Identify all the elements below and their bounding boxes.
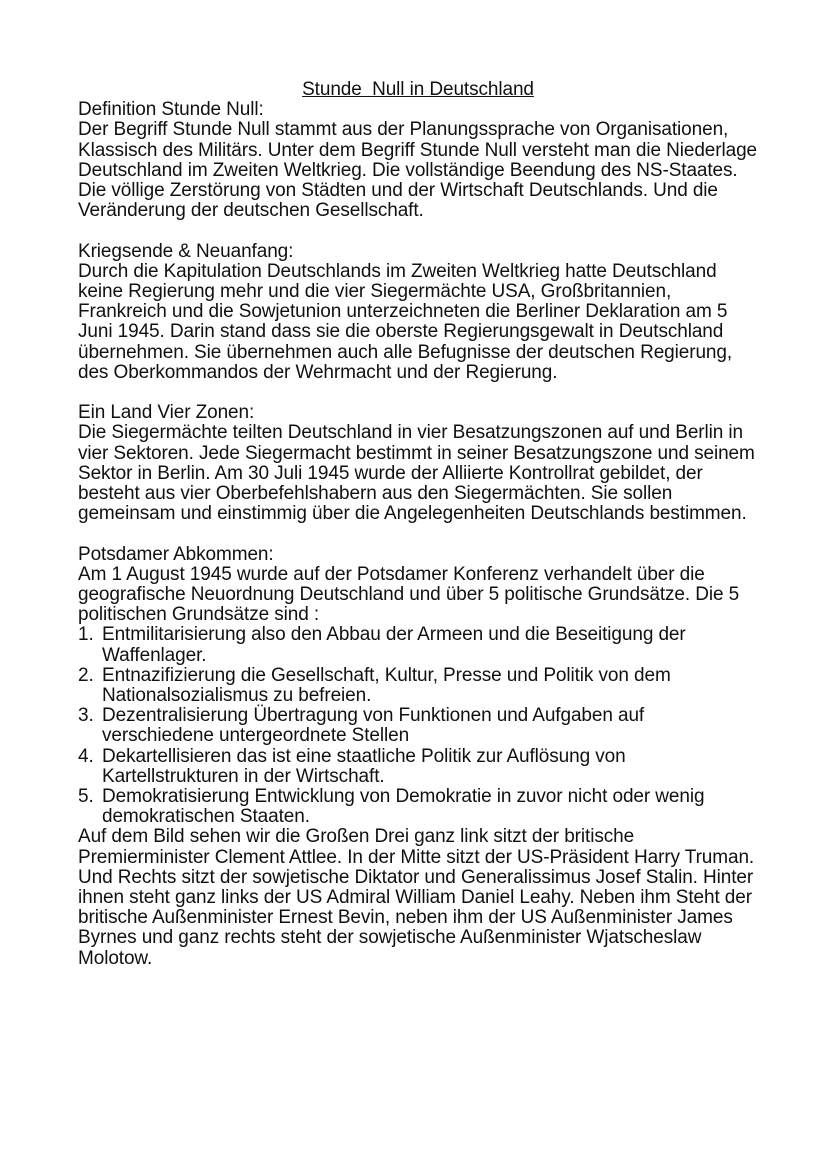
principles-list — [78, 625, 758, 827]
section-heading: Kriegsende & Neuanfang: — [78, 240, 294, 262]
document-page — [78, 80, 758, 969]
section-potsdamer-abkommen — [78, 545, 758, 969]
section-paragraph: Durch die Kapitulation Deutschlands im Zweiten Weltkrieg hatte Deutschland keine Regierung mehr und die vier Siegermächte USA, Großbritannien, Frankreich und die Sowjetunion unterzeichneten die Berliner Deklaration am 5 Juni 1945. Darin stand dass sie die oberste Regierungsgewalt in Deutschland übernehmen. Sie übernehmen auch alle Befugnisse der deutschen Regierung, des Oberkommandos der Wehrmacht und der Regierung. — [78, 260, 733, 383]
section-definition — [78, 100, 758, 221]
list-item-number: 3. — [78, 705, 94, 727]
list-item — [78, 706, 758, 746]
list-item-text: Dezentralisierung Übertragung von Funktionen und Aufgaben auf verschiedene untergeordnete Stellen — [102, 705, 645, 747]
section-paragraph: Die Siegermächte teilten Deutschland in vier Besatzungszonen auf und Berlin in vier Sektoren. Jede Siegermacht bestimmt in seiner Besatzungszone und seinem Sektor in Berlin. Am 30 Juli 1945 wurde der Alliierte Kontrollrat gebildet, der besteht aus vier Oberbefehlshabern aus den Siegermächten. Sie sollen gemeinsam und einstimmig über die Angelegenheiten Deutschlands bestimmen. — [78, 422, 755, 525]
section-heading: Definition Stunde Null: — [78, 99, 264, 121]
list-item-text: Entmilitarisierung also den Abbau der Armeen und die Beseitigung der Waffenlager. — [102, 624, 686, 666]
closing-paragraph: Auf dem Bild sehen wir die Großen Drei ganz link sitzt der britische Premierminister Clement Attlee. In der Mitte sitzt der US-Präsident Harry Truman. Und Rechts sitzt der sowjetische Diktator und Generalissimus Josef Stalin. Hinter ihnen steht ganz links der US Admiral William Daniel Leahy. Neben ihm Steht der britische Außenminister Ernest Bevin, neben ihm der US Außenminister James Byrnes und ganz rechts steht der sowjetische Außenminister Wjatscheslaw Molotow. — [78, 826, 755, 969]
section-paragraph: Am 1 August 1945 wurde auf der Potsdamer Konferenz verhandelt über die geografische Neuordnung Deutschland und über 5 politische Grundsätze. Die 5 politischen Grundsätze sind : — [78, 563, 740, 626]
section-paragraph: Der Begriff Stunde Null stammt aus der Planungssprache von Organisationen, Klassisch des Militärs. Unter dem Begriff Stunde Null versteht man die Niederlage Deutschland im Zweiten Weltkrieg. Die vollständige Beendung des NS-Staates. Die völlige Zerstörung von Städten und der Wirtschaft Deutschlands. Und die Veränderung der deutschen Gesellschaft. — [78, 119, 758, 222]
list-item-number: 1. — [78, 624, 94, 646]
list-item-text: Entnazifizierung die Gesellschaft, Kultur, Presse und Politik von dem Nationalsozialismus zu befreien. — [102, 664, 671, 707]
document-title: Stunde Null in Deutschland — [302, 79, 534, 100]
list-item — [78, 787, 758, 827]
list-item-number: 4. — [78, 745, 94, 767]
list-item — [78, 747, 758, 787]
list-item-text: Demokratisierung Entwicklung von Demokratie in zuvor nicht oder wenig demokratischen Staaten. — [102, 786, 705, 828]
section-vier-zonen — [78, 403, 758, 524]
list-item-number: 5. — [78, 786, 94, 808]
list-item-number: 2. — [78, 664, 94, 686]
section-heading: Potsdamer Abkommen: — [78, 543, 274, 565]
section-kriegsende — [78, 242, 758, 383]
list-item — [78, 625, 758, 665]
section-heading: Ein Land Vier Zonen: — [78, 402, 255, 424]
list-item — [78, 666, 758, 706]
list-item-text: Dekartellisieren das ist eine staatliche Politik zur Auflösung von Kartellstrukturen in der Wirtschaft. — [102, 745, 626, 787]
